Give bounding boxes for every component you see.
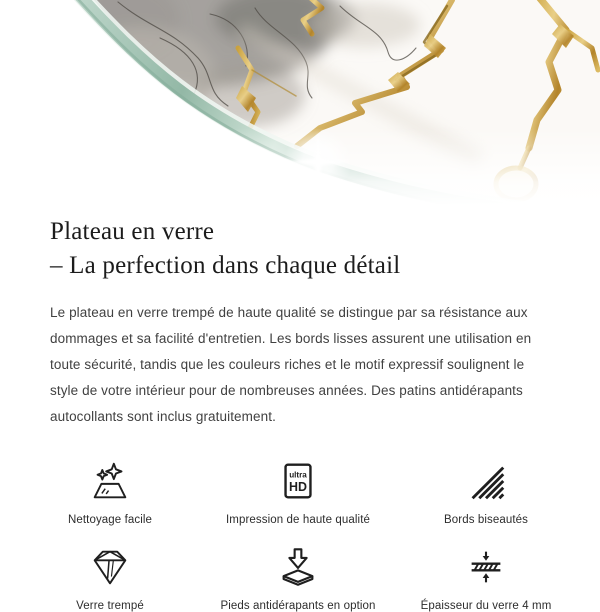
title-line-1: Plateau en verre bbox=[50, 218, 215, 245]
feature-label: Impression de haute qualité bbox=[226, 514, 370, 526]
sparkle-clean-icon bbox=[87, 458, 133, 504]
product-description-section bbox=[0, 215, 600, 430]
feature-easy-cleaning bbox=[16, 456, 204, 526]
feature-grid bbox=[16, 456, 580, 612]
ultra-hd-badge-bottom: HD bbox=[289, 480, 307, 495]
feature-label: Bords biseautés bbox=[444, 514, 528, 526]
product-description-text: Le plateau en verre trempé de haute qualité se distingue par sa résistance aux dommages et sa facilité d'entretien. Les bords lisses assurent une utilisation en toute sécurité, tandis que les couleurs riches et le motif expressif soulignent le style de votre intérieur pour de nombreuses années. Des patins antidérapants autocollants sont inclus gratuitement. bbox=[50, 305, 532, 424]
beveled-edges-icon bbox=[463, 458, 509, 504]
feature-tempered-glass bbox=[16, 542, 204, 612]
feature-print-quality bbox=[204, 456, 392, 526]
feature-beveled-edges bbox=[392, 456, 580, 526]
feature-anti-slip-pads bbox=[204, 542, 392, 612]
product-photo bbox=[0, 0, 600, 205]
feature-glass-thickness bbox=[392, 542, 580, 612]
page-title bbox=[50, 215, 554, 283]
anti-slip-pads-icon bbox=[275, 544, 321, 590]
feature-label: Nettoyage facile bbox=[67, 514, 153, 526]
feature-label: Verre trempé bbox=[76, 600, 144, 612]
feature-label: Pieds antidérapants en option bbox=[220, 600, 376, 612]
glass-thickness-icon bbox=[463, 544, 509, 590]
ultra-hd-icon bbox=[275, 458, 321, 504]
marble-glass-tabletop-image bbox=[0, 0, 600, 205]
ultra-hd-badge-top: ultra bbox=[289, 470, 307, 480]
title-line-2: – La perfection dans chaque détail bbox=[50, 252, 401, 279]
feature-label: Épaisseur du verre 4 mm bbox=[420, 600, 552, 612]
diamond-icon bbox=[87, 544, 133, 590]
photo-fade bbox=[0, 128, 600, 205]
